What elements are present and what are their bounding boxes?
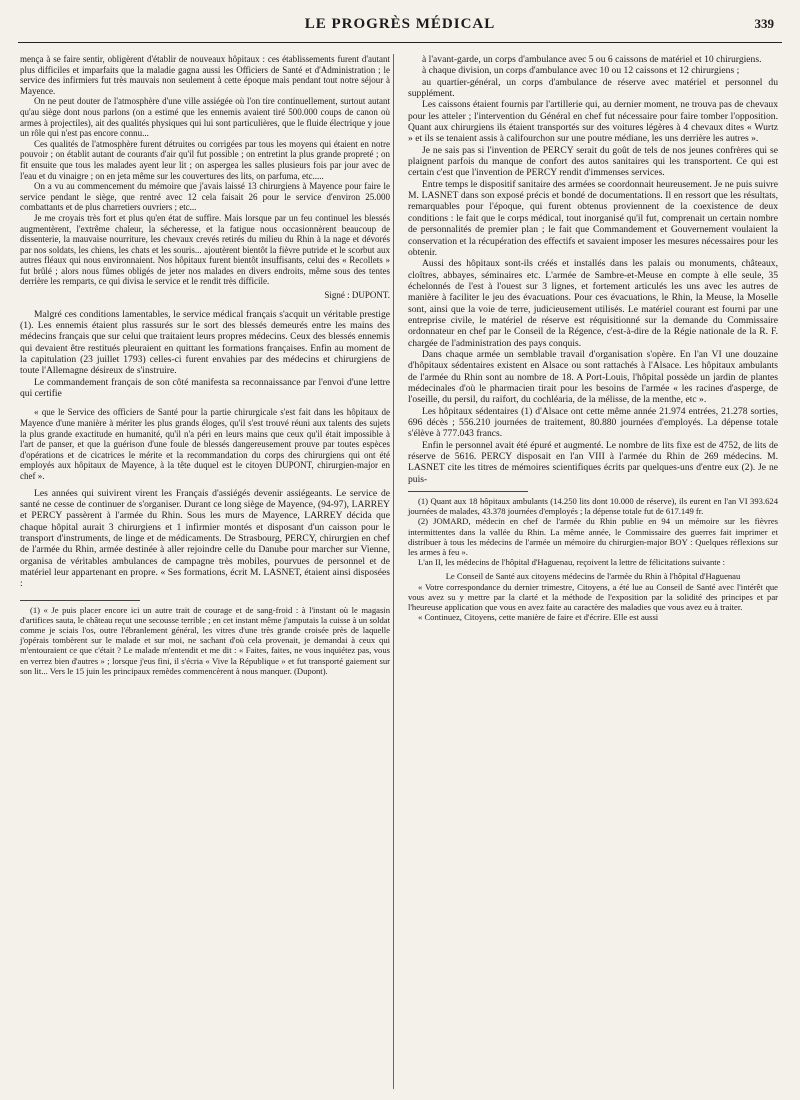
page-header [18, 12, 782, 43]
paragraph: Je ne sais pas si l'invention de PERCY serait du goût de tels de nos jeunes confrères qui se plaignent parfois du manque de confort des autos sanitaires qui les transportent. Ce qui est certain c'est que l'invention de PERCY rendit d'immenses services. [408, 144, 778, 179]
paragraph: On ne peut douter de l'atmosphère d'une ville assiégée où l'on tire continuellement, surtout autant qu'au siège dont nous parlons (on a estimé que les ennemis avaient tiré 500.000 coups de canon où armes à projectiles), ait des qualités physiques qui lui sont particulières, que le fluide électrique y joue un rôle qui n'est pas encore connu... [20, 96, 390, 139]
paragraph: Les hôpitaux sédentaires (1) d'Alsace ont cette même année 21.974 entrées, 21.278 sorties, 696 décès ; 556.210 journées de traitement, 80.880 journées d'employés. La dépense totale s'élève à 777.043 francs. [408, 405, 778, 440]
page-number: 339 [754, 16, 774, 31]
footnote-rule [20, 600, 140, 601]
quotation: « que le Service des officiers de Santé pour la partie chirurgicale s'est fait dans les hôpitaux de Mayence d'une manière à mériter les plus grands éloges, qu'il s'est trouvé réuni aux talents des sujets la plus grande exactitude en humanité, qu'il n'a péri en leurs mains que ceux qu'il était impossible à l'art de panser, et que la guérison d'une foule de blessés dangereusement prouve par toutes espèces d'opérations et de cicatrices le mérite et la recommandation du corps des chirurgiens qui ont été employés aux hôpitaux de Mayence, à la tête duquel est le citoyen DUPONT, chirurgien-major en chef ». [20, 407, 390, 481]
paragraph: Ces qualités de l'atmosphère furent détruites ou corrigées par tous les moyens qui étaient en notre pouvoir ; on établit autant de courants d'air qu'il fut possible ; on entretint la plus grande propreté ; on fit ensuite que tous les malades ayent leur lit ; on aspergea les salles plusieurs fois par jour avec de l'eau et du vinaigre ; on en jeta même sur les couvertures des lits, on parfuma, etc..... [20, 138, 390, 181]
footnote: (1) « Je puis placer encore ici un autre trait de courage et de sang-froid : à l'instant où le magasin d'artifices sauta, le château reçut une secousse terrible ; en cet instant même j'amputais la cuisse à un soldat comme je sciais l'os, outre l'ébranlement général, les vitres d'une très grande croisée près de laquelle j'opérais tombèrent sur le malade et sur moi, ne sachant d'où cela provenait, je demandai à ceux qui m'entouraient ce que c'était ? Le malade m'entendit et me dit : « Faites, faites, ne vous inquiétez pas, vous en verrez bien d'autres » ; lorsque j'eus fini, il s'écria « Vive la République » et fut transporté gaiement sur son lit... Vers le 15 juin les principaux remèdes commencèrent à nous manquer. (Dupont). [20, 604, 390, 676]
footnote: « Continuez, Citoyens, cette manière de faire et d'écrire. Elle est aussi [418, 612, 659, 623]
paragraph: Enfin le personnel avait été épuré et augmenté. Le nombre de lits fixe est de 4752, de lits de réserve de 5616. PERCY disposait en l'an VIII à l'armée du Rhin de 269 médecins. M. LASNET cite les titres de mémoires scientifiques écrits par quelques-uns d'entre eux (2). Je ne puis- [408, 439, 778, 485]
paragraph: au quartier-général, un corps d'ambulance de réserve avec matériel et personnel du supplément. [408, 76, 778, 100]
footnote: L'an II, les médecins de l'hôpital d'Haguenau, reçoivent la lettre de félicitations suivante : [418, 557, 725, 568]
signature: Signé : DUPONT. [324, 290, 390, 301]
paragraph: Malgré ces conditions lamentables, le service médical français s'acquit un véritable prestige (1). Les ennemis étaient plus rassurés sur le sort des blessés demeurés entre les mains des médecins français que sur celui que traitaient leurs propres médecins. Ceux des blessés ennemis qui devaient être restitués pleuraient en quittant les formations françaises. Enfin au moment de la capitulation (23 juillet 1793) celles-ci furent envahies par des médecins et chirurgiens de toute l'Allemagne désireux de s'instruire. [20, 308, 390, 377]
right-column [408, 54, 778, 623]
footnote: « Votre correspondance du dernier trimestre, Citoyens, a été lue au Conseil de Santé avec l'intérêt que vous avez su y mettre par la clarté et la méthode de l'exposition par la solidité des principes et par l'heureuse application que vous en avez faite au caractère des maladies que vous avez eu à traiter. [408, 581, 778, 613]
paragraph: Les années qui suivirent virent les Français d'assiégés devenir assiégeants. Le service de santé ne cesse de continuer de s'organiser. Durant ce long siège de Mayence, (94-97), LARREY et PERCY passèrent à l'armée du Rhin. Sous les murs de Mayence, LARREY décida que chaque hôpital aurait 3 chirurgiens et 1 infirmier montés et disposant d'un caisson pour le transport d'instruments, de linge et de médicaments. De Strasbourg, PERCY, chirurgien en chef de l'armée du Rhin, armée destinée à aller rejoindre celle du Danube pour marcher sur Vienne, organisa de véritables ambulances de campagne très mobiles, pourvues de personnel et de matériel leur appartenant en propre. « Ses formations, écrit M. LASNET, étaient ainsi disposées : [20, 487, 390, 590]
paragraph: Je me croyais très fort et plus qu'en état de suffire. Mais lorsque par un feu continuel les blessés augmentèrent, l'extrême chaleur, la sécheresse, et la fatigue nous occasionnèrent beaucoup de dissenterie, la mauvaise nourriture, les chevaux crevés retirés du milieu du Rhin à la nage et dévorés par nos soldats, les chiens, les chats et les souris... ajoutèrent bientôt la fièvre putride et le scorbut aux autres fléaux qui nous environnaient. Nos hôpitaux furent bientôt insuffisants, celui des « Recollets » fut brûlé ; alors nous fûmes obligés de jeter nos malades en divers endroits, même sous des tentes derrière les remparts, ce qui divisa le service et le rendit très difficile. [20, 212, 390, 287]
paragraph: Entre temps le dispositif sanitaire des armées se coordonnait heureusement. Je ne puis suivre M. LASNET dans son exposé précis et bondé de documentations. Il en ressort que les résultats, remarquables pour l'époque, qui furent obtenus proviennent de la coexistence de deux conditions : le fait que le corps médical, tout inorganisé qu'il fut, comprenait un certain nombre de personnalités de premier plan ; le fait que Commandement et Gouvernement voulaient la conservation et la récupération des effectifs et savaient imposer les mesures nécessaires pour les obtenir. [408, 178, 778, 258]
paragraph: à l'avant-garde, un corps d'ambulance avec 5 ou 6 caissons de matériel et 10 chirurgiens. [422, 54, 762, 65]
running-title: LE PROGRÈS MÉDICAL [304, 16, 496, 32]
paragraph: Les caissons étaient fournis par l'artillerie qui, au dernier moment, ne trouva pas de chevaux pour les atteler ; l'intervention du Général en chef fut nécessaire pour faire tomber l'opposition. Quant aux chirurgiens ils étaient transportés sur des voitures légères à 4 chevaux dites « Wurtz » et ils se tenaient assis à califourchon sur une poutre médiane, les uns derrière les autres ». [408, 99, 778, 145]
paragraph: mença à se faire sentir, obligèrent d'établir de nouveaux hôpitaux : ces établissements furent d'autant plus difficiles et imparfaits que la maladie gagna aussi les Officiers de Santé et d'Administration ; le service des infirmiers fut très mauvais non seulement à cette époque mais pendant tout notre séjour à Mayence. [20, 54, 390, 96]
paragraph: Dans chaque armée un semblable travail d'organisation s'opère. En l'an VI une douzaine d'hôpitaux sédentaires existent en Alsace ou sont rattachés à l'Alsace. Les hôpitaux ambulants de l'armée du Rhin sont au nombre de 18. A Port-Louis, l'hôpital possède un jardin de plantes médecinales d'où le pharmacien tirait pour les besoins de l'armée « les racines d'asperge, de l'oseille, du persil, du raifort, du cochléaria, de la mélisse, de la menthe, etc ». [408, 348, 778, 406]
paragraph: On a vu au commencement du mémoire que j'avais laissé 13 chirurgiens à Mayence pour faire le service pendant le siège, que rentré avec 12 cela faisait 26 pour le service d'environ 25.000 combattants et de plus charretiers ouvriers ; etc... [20, 181, 390, 213]
left-column [20, 54, 390, 676]
footnote-letter-heading: Le Conseil de Santé aux citoyens médecins de l'armée du Rhin à l'hôpital d'Haguenau [445, 571, 741, 582]
footnote: (1) Quant aux 18 hôpitaux ambulants (14.250 lits dont 10.000 de réserve), ils eurent en l'an VI 393.624 journées de malades, 43.378 journées d'employés ; la dépense totale fut de 617.149 fr. [408, 496, 778, 517]
paragraph: Le commandement français de son côté manifesta sa reconnaissance par l'envoi d'une lettre qui certifie [20, 376, 390, 400]
footnote-rule [408, 491, 528, 492]
footnote: (2) JOMARD, médecin en chef de l'armée du Rhin publie en 94 un mémoire sur les fièvres intermittentes dans la vallée du Rhin. La même année, le Commissaire des guerres fait imprimer et distribuer à tous les médecins de l'armée un mémoire du chirurgien-major BOY : Quelques réflexions sur les armes à feu ». [408, 516, 778, 558]
paragraph: Aussi des hôpitaux sont-ils créés et installés dans les palais ou monuments, châteaux, cloîtres, abbayes, séminaires etc. L'armée de Sambre-et-Meuse en compte à elle seule, 35 échelonnés de l'est à l'ouest sur 3 lignes, et fortement articulés les uns avec les autres de manière à faciliter le jeu des évacuations. Pour ces évacuations, le Rhin, la Meuse, la Moselle sont, ainsi que la voie de terre, judicieusement utilisés. Le matériel courant est fourni par une entreprise civile, le matériel de réserve est réquisitionné sur la demande du Commissaire ordonnateur en chef par le Conseil de la Régence, c'est-à-dire de la Régie nationale de la R. F. chargée de l'administration des pays conquis. [408, 258, 778, 349]
column-divider [393, 54, 394, 1089]
paragraph: à chaque division, un corps d'ambulance avec 10 ou 12 caissons et 12 chirurgiens ; [422, 65, 740, 77]
